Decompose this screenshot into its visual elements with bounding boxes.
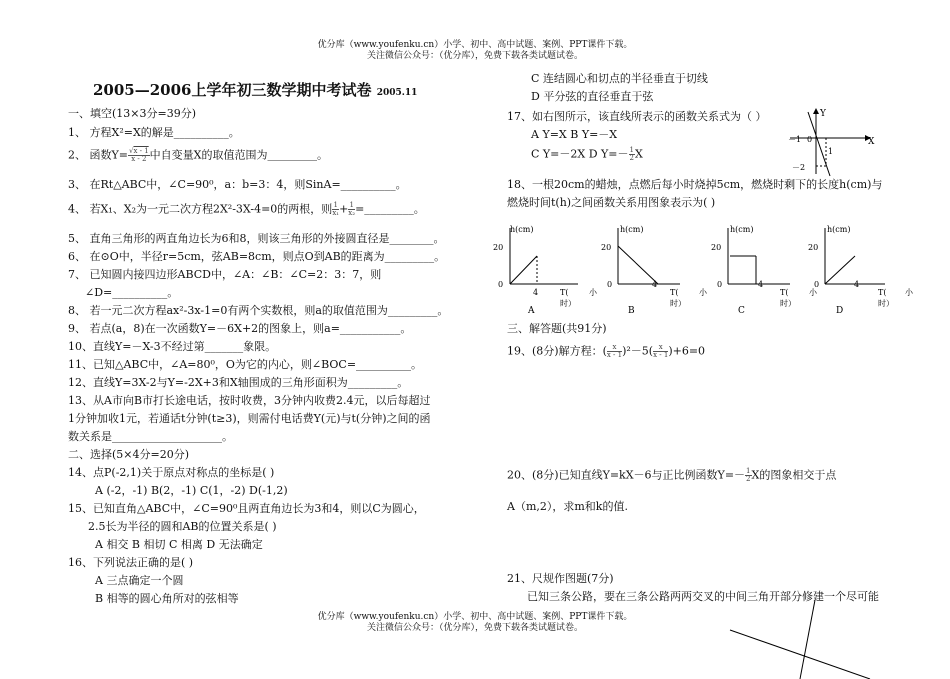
question-16-option-b: B 相等的圆心角所对的弦相等 <box>95 592 239 605</box>
gc-t: T( <box>780 288 789 297</box>
g17-line <box>808 112 830 176</box>
ga-xiao: 小 <box>589 288 597 297</box>
footer-line-2: 关注微信公众号：（优分库），免费下载各类试题试卷。 <box>366 623 583 633</box>
gc-shi: 时） <box>780 299 796 308</box>
q20-prefix: 20、(8分)已知直线Y=kX－6与正比例函数Y=－ <box>507 468 746 482</box>
question-14-options: A (-2，-1) B(2，-1) C(1，-2) D(-1,2) <box>95 484 288 497</box>
q17-cd-prefix: C Y=－2X D Y=－ <box>531 147 629 161</box>
question-6: 6、 在⊙O中，半径r=5cm，弦AB=8cm，则点O到AB的距离为_________。 <box>68 250 446 263</box>
gb-line <box>618 246 658 284</box>
q4-plus: + <box>339 202 349 216</box>
q19-den-2: x - 1 <box>653 351 669 359</box>
question-13-line-2: 1分钟加收1元，若通话t分钟(t≥3)，则需付电话费Y(元)与t(分钟)之间的函 <box>68 412 431 425</box>
question-15-options: A 相交 B 相切 C 相离 D 无法确定 <box>95 538 263 551</box>
gd-four: 4 <box>854 280 860 289</box>
page-title <box>93 79 417 100</box>
q4-den-2: x₂ <box>348 209 356 217</box>
q4-num-1: 1 <box>333 201 338 209</box>
ga-label: A <box>528 306 535 316</box>
gb-shi: 时） <box>670 299 686 308</box>
ga-t: T( <box>560 288 569 297</box>
gb-xiao: 小 <box>699 288 707 297</box>
question-8: 8、 若一元二次方程ax²-3x-1=0有两个实数根，则a的取值范围为_________。 <box>68 304 449 317</box>
q19-num-2: x <box>653 344 668 352</box>
gd-20: 20 <box>808 243 819 252</box>
gc-20: 20 <box>711 243 722 252</box>
question-13-line-3: 数关系是____________________。 <box>68 430 233 443</box>
q17-den: 2 <box>629 154 634 162</box>
q2-prefix: 2、 函数Y= <box>68 148 128 162</box>
section-answer: 三、解答题(共91分) <box>507 322 607 335</box>
g17-y-arrow <box>813 108 819 114</box>
q17-x: X <box>634 147 643 161</box>
title-main: 2005—2006上学年初三数学期中考试卷 <box>93 81 372 99</box>
g17-origin: 0 <box>807 135 813 144</box>
ga-four: 4 <box>533 288 539 297</box>
road-1 <box>800 600 815 679</box>
gc-label: C <box>738 306 745 316</box>
question-17-options-ab: A Y=X B Y=－X <box>531 128 618 141</box>
graph-a <box>493 225 598 316</box>
q17-num: 1 <box>629 146 634 154</box>
question-16-option-c: C 连结圆心和切点的半径垂直于切线 <box>531 72 708 85</box>
q19-frac-2 <box>653 344 668 359</box>
question-21: 21、尺规作图题(7分) <box>507 572 614 585</box>
question-5: 5、 直角三角形的两直角边长为6和8，则该三角形的外接圆直径是________。 <box>68 232 445 245</box>
question-9: 9、 若点(a，8)在一次函数Y=－6X+2的图象上，则a=___________。 <box>68 322 412 335</box>
question-16: 16、下列说法正确的是( ) <box>68 556 194 569</box>
question-3: 3、 在Rt△ABC中，∠C=90⁰，a：b=3：4，则SinA=__________。 <box>68 178 407 191</box>
ga-20: 20 <box>493 243 504 252</box>
gb-h-label: h(cm) <box>620 225 644 234</box>
question-4 <box>68 202 425 217</box>
question-17: 17、如右图所示，该直线所表示的函数关系式为（ ） <box>507 110 767 123</box>
question-18-line-1: 18、一根20cm的蜡烛，点燃后每小时烧掉5cm，燃烧时剩下的长度h(cm)与 <box>507 178 883 191</box>
question-15-line-1: 15、已知直角△ABC中，∠C=90⁰且两直角边长为3和4，则以C为圆心， <box>68 502 425 515</box>
q2-denominator: x - 2 <box>131 155 147 163</box>
ga-zero: 0 <box>498 280 504 289</box>
gb-label: B <box>628 306 635 316</box>
gd-zero: 0 <box>814 280 820 289</box>
question-21-text: 已知三条公路，要在三条公路两两交叉的中间三角开部分修建一个尽可能 <box>527 590 879 603</box>
question-14: 14、点P(-2,1)关于原点对称点的坐标是( ) <box>68 466 275 479</box>
gb-20: 20 <box>601 243 612 252</box>
gb-four: 4 <box>652 280 658 289</box>
q19-den-1: x - 1 <box>606 351 623 359</box>
question-2 <box>68 148 328 163</box>
question-20-line-2: A（m,2），求m和k的值. <box>507 500 628 513</box>
gd-line <box>825 256 855 284</box>
question-21-roads <box>725 600 875 679</box>
gd-xiao: 小 <box>905 288 913 297</box>
question-17-graph <box>780 104 880 180</box>
header-line-1: 优分库（www.youfenku.cn）小学、初中、高中试题、案例、PPT课件下载。 <box>317 40 633 50</box>
question-7-line-2: ∠D=__________。 <box>85 286 179 299</box>
g17-x-label: X <box>868 137 875 147</box>
graph-b <box>601 225 708 316</box>
question-10: 10、直线Y=－X-3不经过第_______象限。 <box>68 340 277 353</box>
gd-h-label: h(cm) <box>827 225 851 234</box>
q19-num-1: x <box>607 344 622 352</box>
question-18-graphs <box>490 220 920 318</box>
q2-root: √x - 1 <box>128 147 149 155</box>
gc-h-label: h(cm) <box>730 225 754 234</box>
gc-four: 4 <box>758 280 764 289</box>
q4-prefix: 4、 若X₁、X₂为一元二次方程2X²-3X-4=0的两根，则 <box>68 202 333 216</box>
graph-c <box>711 225 818 316</box>
gc-zero: 0 <box>717 280 723 289</box>
q19-prefix: 19、(8分)解方程：( <box>507 344 607 358</box>
gb-t: T( <box>670 288 679 297</box>
q4-num-2: 1 <box>349 201 354 209</box>
question-16-option-a: A 三点确定一个圆 <box>95 574 184 587</box>
g17-y-label: Y <box>820 109 826 119</box>
q4-suffix: =_________。 <box>355 202 425 216</box>
g17-neg2: －2 <box>792 163 806 172</box>
title-date: 2005.11 <box>376 88 418 98</box>
question-19 <box>507 344 705 359</box>
question-16-option-d: D 平分弦的直径垂直于弦 <box>531 90 654 103</box>
ga-shi: 时） <box>560 299 576 308</box>
gd-t: T( <box>878 288 887 297</box>
question-12: 12、直线Y=3X-2与Y=-2X+3和X轴围成的三角形面积为_________。 <box>68 376 409 389</box>
question-20-line-1 <box>507 468 836 483</box>
q20-den: 2 <box>746 475 751 483</box>
section-choice: 二、选择(5×4分=20分) <box>68 448 190 461</box>
question-15-line-2: 2.5长为半径的圆和AB的位置关系是( ) <box>88 520 277 533</box>
q2-fraction <box>128 148 150 163</box>
question-18-line-2: 燃烧时间t(h)之间函数关系用图象表示为( ) <box>507 196 716 209</box>
gb-zero: 0 <box>607 280 613 289</box>
q2-radicand: x - 1 <box>133 147 149 155</box>
g17-one: 1 <box>828 147 834 156</box>
footer-line-1: 优分库（www.youfenku.cn）小学、初中、高中试题、案例、PPT课件下载。 <box>317 612 633 622</box>
question-7-line-1: 7、 已知圆内接四边形ABCD中，∠A：∠B：∠C=2：3：7，则 <box>68 268 382 281</box>
q19-frac-1 <box>607 344 622 359</box>
header-line-2: 关注微信公众号：（优分库），免费下载各类试题试卷。 <box>366 51 583 61</box>
question-11: 11、已知△ABC中，∠A=80⁰，O为它的内心，则∠BOC=__________。 <box>68 358 423 371</box>
q2-suffix: 中自变量X的取值范围为_________。 <box>149 148 329 162</box>
ga-h-label: h(cm) <box>510 225 534 234</box>
gd-label: D <box>836 306 844 316</box>
q20-suffix: X的图象相交于点 <box>751 468 837 482</box>
section-fill: 一、填空(13×3分=39分) <box>68 107 197 120</box>
q4-den-1: x₁ <box>332 209 340 217</box>
gd-shi: 时） <box>878 299 894 308</box>
question-13-line-1: 13、从A市向B市打长途电话，按时收费，3分钟内收费2.4元，以后每超过 <box>68 394 431 407</box>
graph-d <box>808 225 914 316</box>
q19-suffix: )+6=0 <box>668 344 706 358</box>
q20-num: 1 <box>746 467 751 475</box>
g17-neg1: －1 <box>788 135 802 144</box>
q19-middle: )²－5( <box>622 344 654 358</box>
ga-line <box>510 256 537 284</box>
road-2 <box>730 630 870 679</box>
gc-xiao: 小 <box>809 288 817 297</box>
question-1: 1、 方程X²=X的解是__________。 <box>68 126 240 139</box>
question-17-options-cd <box>531 147 643 162</box>
